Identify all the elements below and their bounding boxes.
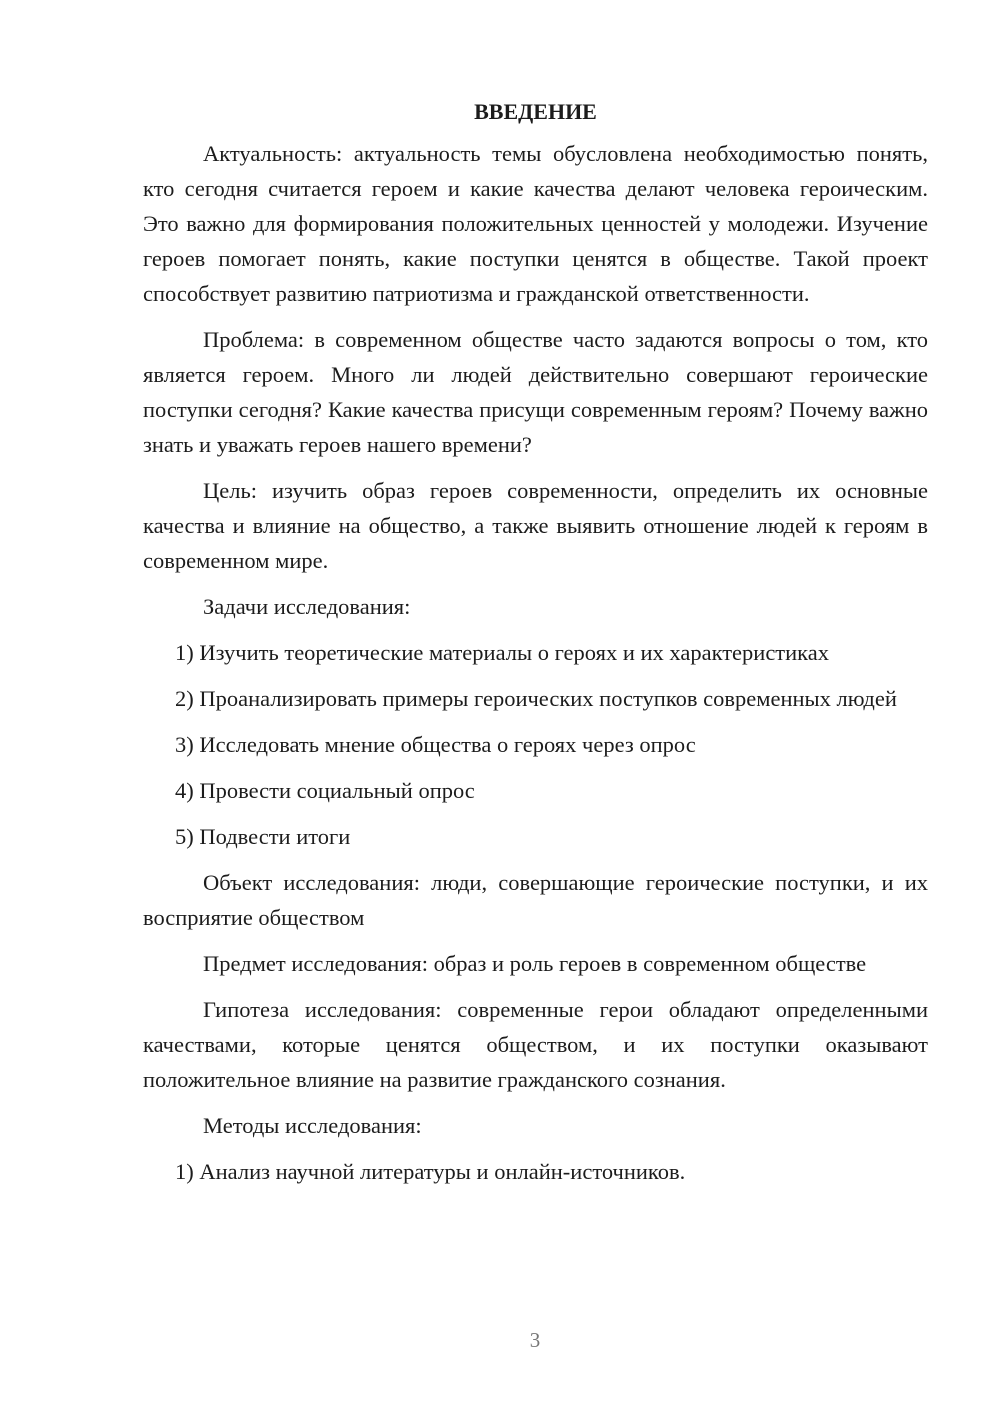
page-content [143, 94, 928, 1200]
paragraph-hypothesis: Гипотеза исследования: современные герои обладают определенными качествами, которые ценятся обществом, и их поступки оказывают положительное влияние на развитие гражданского сознания. [143, 997, 928, 1092]
task-item-5: 5) Подвести итоги [175, 824, 351, 849]
section-title: ВВЕДЕНИЕ [474, 99, 597, 124]
task-item-4: 4) Провести социальный опрос [175, 778, 475, 803]
task-item-3: 3) Исследовать мнение общества о героях через опрос [175, 732, 696, 757]
methods-heading: Методы исследования: [203, 1113, 422, 1138]
paragraph-relevance: Актуальность: актуальность темы обусловлена необходимостью понять, кто сегодня считается героем и какие качества делают человека героическим. Это важно для формирования положительных ценностей у молодежи. Изучение героев помогает понять, какие поступки ценятся в обществе. Такой проект способствует развитию патриотизма и гражданской ответственности. [143, 141, 928, 306]
paragraph-problem: Проблема: в современном обществе часто задаются вопросы о том, кто является героем. Много ли людей действительно совершают героические поступки сегодня? Какие качества присущи современным героям? Почему важно знать и уважать героев нашего времени? [143, 327, 928, 457]
paragraph-goal: Цель: изучить образ героев современности, определить их основные качества и влияние на общество, а также выявить отношение людей к героям в современном мире. [143, 478, 928, 573]
method-item-1: 1) Анализ научной литературы и онлайн-источников. [175, 1159, 686, 1184]
task-item-1: 1) Изучить теоретические материалы о героях и их характеристиках [175, 640, 830, 665]
page-number: 3 [529, 1328, 541, 1352]
paragraph-subject: Предмет исследования: образ и роль героев в современном обществе [203, 951, 867, 976]
paragraph-object: Объект исследования: люди, совершающие героические поступки, и их восприятие обществом [143, 870, 928, 930]
task-item-2: 2) Проанализировать примеры героических поступков современных людей [175, 686, 897, 711]
tasks-heading: Задачи исследования: [203, 594, 411, 619]
